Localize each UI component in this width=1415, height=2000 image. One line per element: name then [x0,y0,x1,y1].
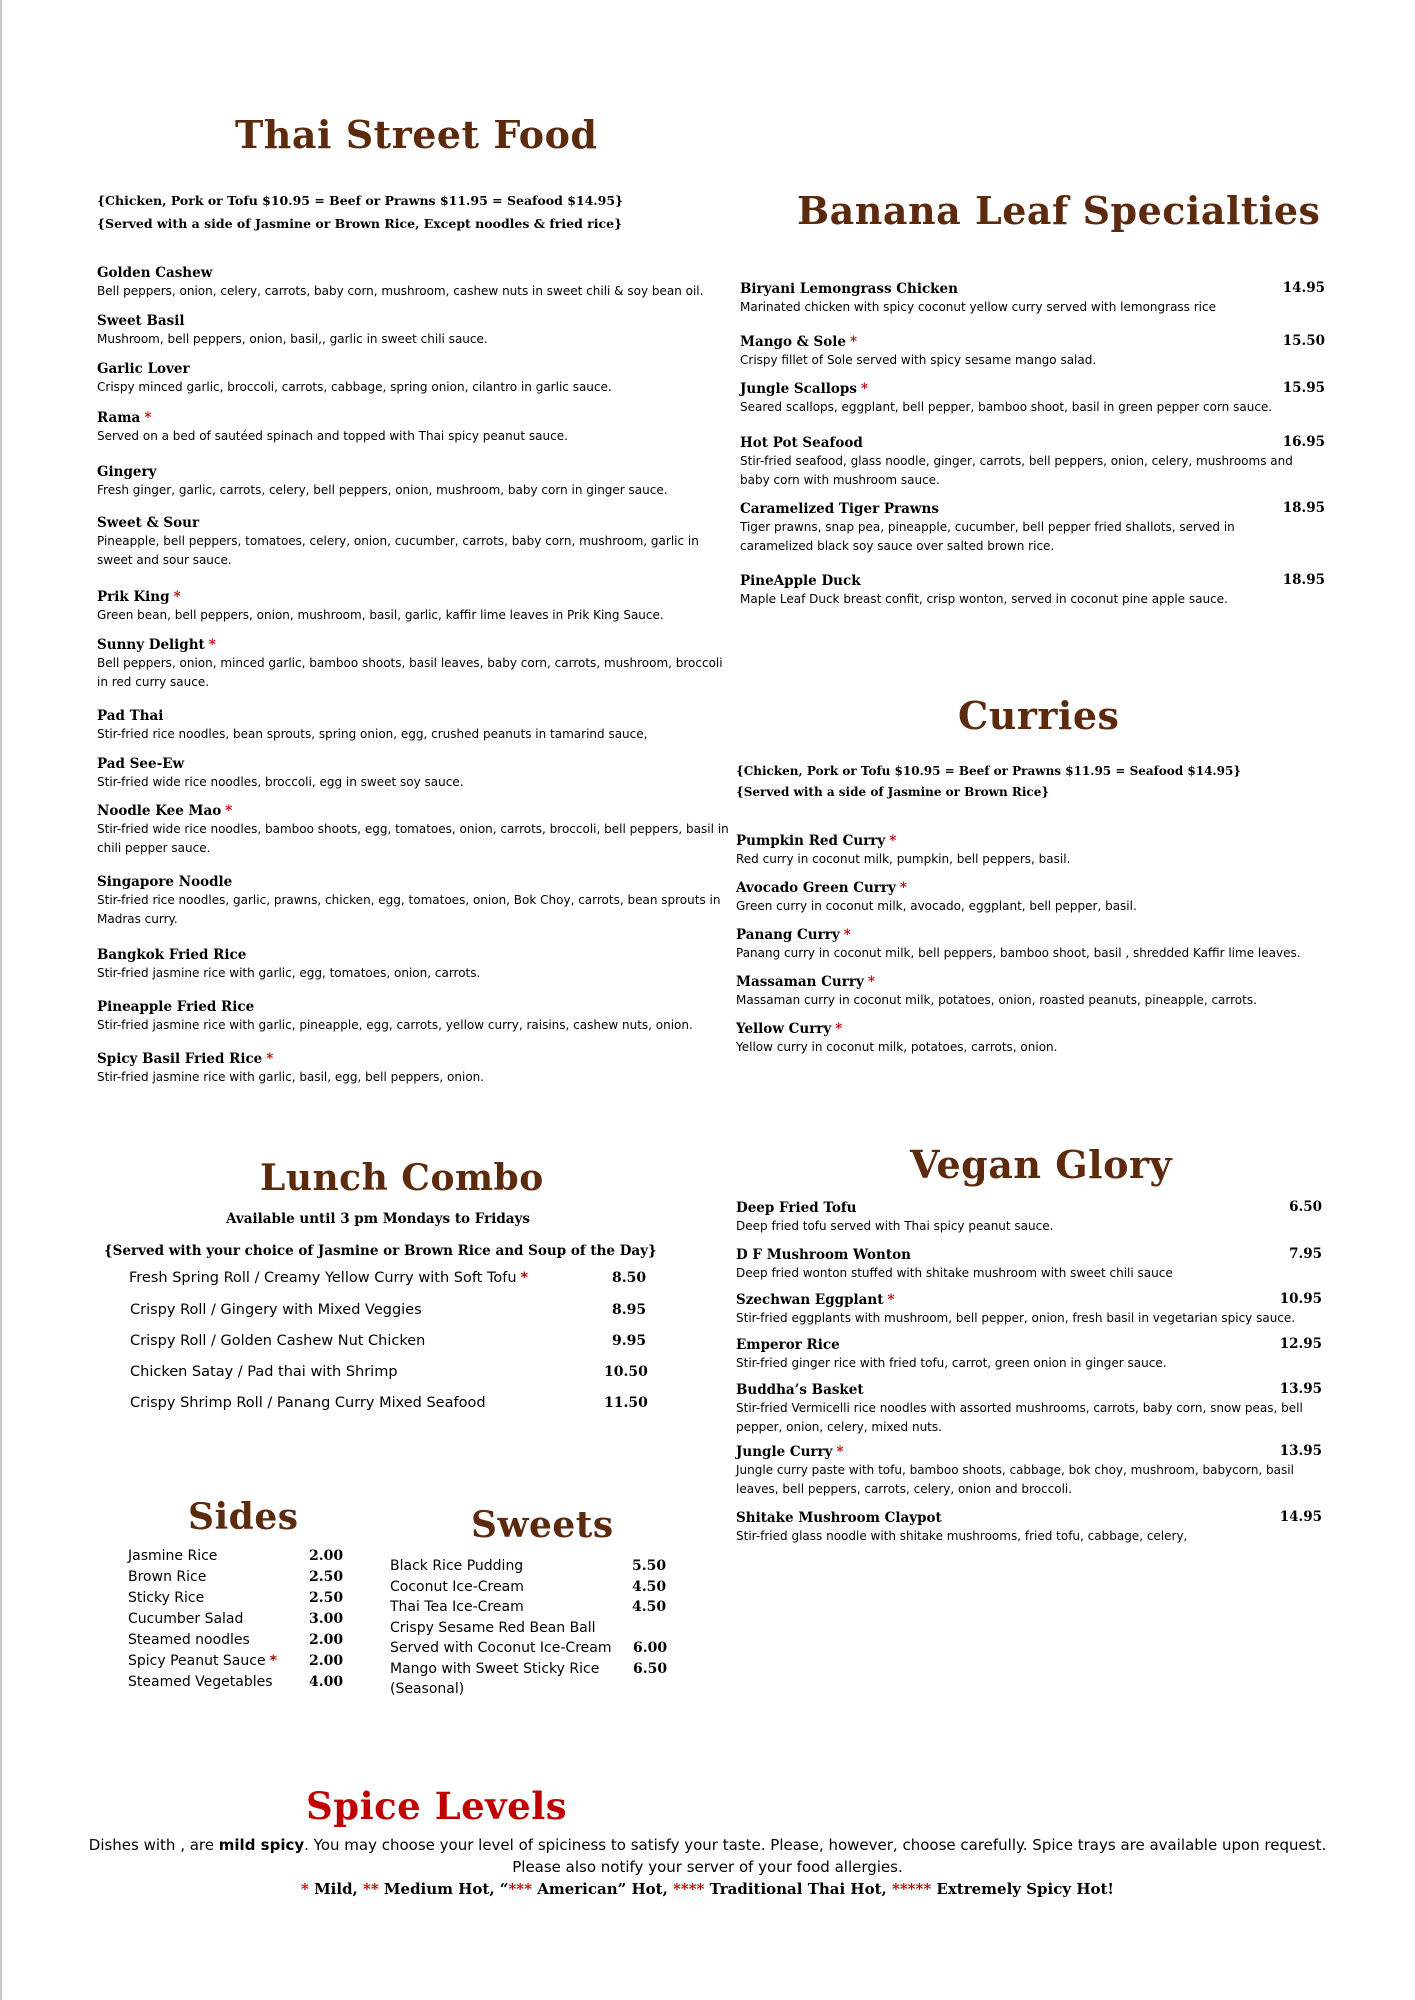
side-item-price: 2.00 [309,1632,344,1648]
spice-star: * [836,1444,844,1460]
vegan-item [736,1381,1316,1437]
spice-level-label: American” Hot, [531,1880,674,1898]
allergy-notice: Please also notify your server of your food allergies. [512,1858,903,1876]
item-name-text: Shitake Mushroom Claypot [736,1510,942,1526]
spice-text-mild: mild spicy [218,1836,305,1854]
curries-title: Curries [958,693,1120,738]
thai-street-food-item-description: Stir-fried jasmine rice with garlic, basil, egg, bell peppers, onion. [97,1070,485,1084]
thai-street-food-item-description: Bell peppers, onion, celery, carrots, baby corn, mushroom, cashew nuts in sweet chili & soy bean oil. [97,284,704,298]
sweet-item-price: 6.50 [633,1660,668,1677]
sweet-item-price: 6.00 [633,1640,668,1656]
sweet-item-name: Mango with Sweet Sticky Rice [390,1660,600,1677]
vegan-item [736,1509,1316,1546]
item-name-text: Avocado Green Curry [736,880,896,896]
curries-item [736,879,1336,916]
banana-leaf-item [740,500,1300,556]
banana-leaf-title: Banana Leaf Specialties [797,188,1321,233]
curries-item-name [736,1020,1336,1038]
vegan-item-name [736,1199,1316,1217]
thai-street-food-rice-note: {Served with a side of Jasmine or Brown Rice, Except noodles & fried rice} [97,216,623,231]
vegan-item-price: 10.95 [1279,1291,1322,1307]
item-name-text: Jungle Curry [736,1444,833,1460]
banana-leaf-item-price: 18.95 [1282,572,1325,588]
lunch-combo-item [130,1302,422,1318]
item-name-text: Sweet & Sour [97,515,200,531]
item-name-text: Emperor Rice [736,1337,840,1353]
side-item-price: 2.00 [309,1653,344,1669]
sweet-item-name: Served with Coconut Ice-Cream [390,1640,612,1656]
curries-price-note: {Chicken, Pork or Tofu $10.95 = Beef or Prawns $11.95 = Seafood $14.95} [736,764,1242,778]
thai-street-food-item [97,707,737,744]
vegan-item-name [736,1443,1316,1461]
item-name-text: Sunny Delight [97,637,205,653]
item-name-text: Deep Fried Tofu [736,1200,857,1216]
spice-level-stars: ***** [891,1880,932,1898]
thai-street-food-item [97,312,737,349]
item-name-text: Pumpkin Red Curry [736,833,886,849]
spice-star: * [887,1292,895,1308]
banana-leaf-item [740,434,1300,490]
item-name-text: Golden Cashew [97,265,213,281]
vegan-item-description: Stir-fried glass noodle with shitake mushrooms, fried tofu, cabbage, celery, [736,1529,1188,1543]
lunch-combo-availability: Available until 3 pm Mondays to Fridays [226,1211,530,1227]
side-item-price: 4.00 [309,1674,344,1690]
banana-leaf-item-price: 14.95 [1282,280,1325,296]
banana-leaf-item-description: Marinated chicken with spicy coconut yellow curry served with lemongrass rice [740,300,1216,314]
vegan-item [736,1291,1316,1328]
spice-level-stars: **** [673,1880,705,1898]
vegan-item-description: Stir-fried Vermicelli rice noodles with assorted mushrooms, carrots, baby corn, snow peas, bell pepper, onion, celery, mixed nuts. [736,1401,1303,1434]
thai-street-food-title: Thai Street Food [235,112,598,157]
spice-star: * [520,1270,529,1286]
vegan-item-price: 13.95 [1279,1443,1322,1459]
side-item [128,1546,217,1567]
vegan-item-name [736,1381,1316,1399]
spice-star: * [835,1021,843,1037]
thai-street-food-item [97,946,737,983]
sweet-item-name: (Seasonal) [390,1681,465,1697]
item-name-text: Pad See-Ew [97,756,185,772]
thai-street-food-item-name [97,946,737,964]
item-name-text: Hot Pot Seafood [740,435,863,451]
thai-street-food-item-description: Fresh ginger, garlic, carrots, celery, bell peppers, onion, mushroom, baby corn in ginger sauce. [97,483,668,497]
sweet-item-name: Coconut Ice-Cream [390,1578,524,1595]
banana-leaf-item-price: 15.50 [1282,333,1325,349]
item-name-text: Biryani Lemongrass Chicken [740,281,958,297]
thai-street-food-item [97,755,737,792]
side-item-price: 2.50 [309,1590,344,1606]
curries-rice-note: {Served with a side of Jasmine or Brown Rice} [736,785,1050,799]
banana-leaf-item [740,380,1300,417]
curries-item [736,832,1336,869]
banana-leaf-item-name [740,280,1300,298]
spice-level-stars: * [300,1880,309,1898]
vegan-item-description: Stir-fried ginger rice with fried tofu, carrot, green onion in ginger sauce. [736,1356,1167,1370]
spice-star: * [208,637,216,653]
lunch-combo-item [130,1364,398,1380]
side-item-name: Jasmine Rice [128,1548,218,1564]
spice-level-label: Extremely Spicy Hot! [931,1880,1115,1898]
item-name-text: Mango & Sole [740,334,847,350]
thai-street-food-item-description: Mushroom, bell peppers, onion, basil,, garlic in sweet chili sauce. [97,332,488,346]
thai-street-food-item-description: Bell peppers, onion, minced garlic, bamboo shoots, basil leaves, baby corn, carrots, mushroom, broccoli in red curry sauce. [97,656,723,689]
spice-level-stars: ** [363,1880,379,1898]
vegan-item-name [736,1336,1316,1354]
curries-item-description: Massaman curry in coconut milk, potatoes, onion, roasted peanuts, pineapple, carrots. [736,993,1257,1007]
item-name-text: Bangkok Fried Rice [97,947,247,963]
curries-item-description: Green curry in coconut milk, avocado, eggplant, bell pepper, basil. [736,899,1137,913]
banana-leaf-item [740,280,1300,317]
banana-leaf-item-description: Crispy fillet of Sole served with spicy sesame mango salad. [740,353,1097,367]
item-name-text: Caramelized Tiger Prawns [740,501,939,517]
spice-level-label: Traditional Thai Hot, [704,1880,892,1898]
vegan-item-price: 13.95 [1279,1381,1322,1397]
item-name-text: PineApple Duck [740,573,861,589]
thai-street-food-item-description: Stir-fried jasmine rice with garlic, egg, tomatoes, onion, carrots. [97,966,481,980]
side-item-name: Brown Rice [128,1569,207,1585]
vegan-item-description: Jungle curry paste with tofu, bamboo shoots, cabbage, bok choy, mushroom, babycorn, basil leaves, bell peppers, carrots, celery, onion and broccoli. [736,1463,1294,1496]
banana-leaf-item-price: 16.95 [1282,434,1325,450]
lunch-combo-title: Lunch Combo [260,1157,544,1199]
thai-street-food-item-description: Crispy minced garlic, broccoli, carrots, cabbage, spring onion, cilantro in garlic sauce. [97,380,612,394]
vegan-item-description: Deep fried tofu served with Thai spicy peanut sauce. [736,1219,1054,1233]
thai-street-food-item [97,360,737,397]
thai-street-food-item-description: Stir-fried rice noodles, bean sprouts, spring onion, egg, crushed peanuts in tamarind sauce, [97,727,648,741]
vegan-item-name [736,1509,1316,1527]
side-item [128,1567,206,1588]
thai-street-food-item-name [97,409,737,427]
sweets-title: Sweets [471,1504,614,1546]
item-name-text: Panang Curry [736,927,840,943]
vegan-item-name [736,1291,1316,1309]
thai-street-food-item [97,636,737,692]
item-name-text: Massaman Curry [736,974,864,990]
thai-street-food-item-name [97,802,737,820]
lunch-combo-item-price: 8.50 [612,1270,647,1286]
item-name-text: Yellow Curry [736,1021,832,1037]
vegan-item-price: 14.95 [1279,1509,1322,1525]
thai-street-food-item-description: Served on a bed of sautéed spinach and topped with Thai spicy peanut sauce. [97,429,568,443]
spice-star: * [266,1051,274,1067]
spice-levels-title: Spice Levels [306,1784,568,1828]
banana-leaf-item-name [740,434,1300,452]
item-name-text: Singapore Noodle [97,874,233,890]
side-item [128,1630,250,1651]
spice-level-label: Medium Hot, “ [378,1880,509,1898]
thai-street-food-item [97,802,737,858]
side-item-name: Spicy Peanut Sauce [128,1653,266,1669]
thai-street-food-item [97,514,737,570]
banana-leaf-item [740,333,1300,370]
vegan-item-description: Stir-fried eggplants with mushroom, bell pepper, onion, fresh basil in vegetarian spicy sauce. [736,1311,1296,1325]
spice-star: * [269,1653,277,1669]
page-edge [0,0,2,2000]
spice-level-stars: *** [508,1880,532,1898]
thai-street-food-item [97,409,737,446]
spice-text-part-2: . You may choose your level of spiciness to satisfy your taste. Please, however, choose carefully. Spice trays are available upon request. [304,1836,1327,1854]
spice-star: * [867,974,875,990]
banana-leaf-item-name [740,380,1300,398]
thai-street-food-item-description: Stir-fried wide rice noodles, broccoli, egg in sweet soy sauce. [97,775,464,789]
spice-star: * [850,334,858,350]
vegan-item-name [736,1246,1316,1264]
curries-item-description: Panang curry in coconut milk, bell peppers, bamboo shoot, basil , shredded Kaffir lime leaves. [736,946,1301,960]
thai-street-food-item-name [97,1050,737,1068]
side-item-name: Steamed Vegetables [128,1674,273,1690]
banana-leaf-item [740,572,1300,609]
vegan-item [736,1246,1316,1283]
spice-star: * [899,880,907,896]
spice-level-label: Mild, [308,1880,363,1898]
thai-street-food-item-name [97,755,737,773]
side-item [128,1609,243,1630]
sweet-item-price: 4.50 [632,1578,667,1595]
thai-street-food-item-name [97,588,737,606]
thai-street-food-item-description: Green bean, bell peppers, onion, mushroom, basil, garlic, kaffir lime leaves in Prik King Sauce. [97,608,664,622]
thai-street-food-item-name [97,636,737,654]
side-item [128,1672,273,1693]
spice-star: * [144,410,152,426]
vegan-item [736,1336,1316,1373]
item-name-text: Spicy Basil Fried Rice [97,1051,263,1067]
thai-street-food-item [97,1050,737,1087]
vegan-item-price: 7.95 [1289,1246,1322,1262]
lunch-combo-item [130,1395,486,1411]
item-name-text: D F Mushroom Wonton [736,1247,911,1263]
thai-street-food-price-note: {Chicken, Pork or Tofu $10.95 = Beef or Prawns $11.95 = Seafood $14.95} [97,193,624,208]
lunch-combo-item-price: 8.95 [612,1302,647,1318]
thai-street-food-item-description: Pineapple, bell peppers, tomatoes, celery, onion, cucumber, carrots, baby corn, mushroom, garlic in sweet and sour sauce. [97,534,699,567]
side-item [128,1588,204,1609]
thai-street-food-item-name [97,463,737,481]
item-name-text: Noodle Kee Mao [97,803,222,819]
sweet-item-price: 5.50 [632,1558,667,1574]
curries-item [736,973,1336,1010]
thai-street-food-item-name [97,514,737,532]
thai-street-food-item-name [97,312,737,330]
lunch-combo-item [130,1333,425,1349]
sweet-item-name: Crispy Sesame Red Bean Ball [390,1619,596,1636]
thai-street-food-item [97,998,737,1035]
spice-level-legend [0,1878,1415,1900]
sweet-item-price: 4.50 [632,1599,667,1615]
thai-street-food-item-name [97,998,737,1016]
spice-star: * [889,833,897,849]
item-name-text: Sweet Basil [97,313,185,329]
lunch-combo-item [129,1270,528,1286]
vegan-glory-title: Vegan Glory [910,1142,1173,1187]
banana-leaf-item-name [740,500,1300,518]
banana-leaf-item-price: 18.95 [1282,500,1325,516]
side-item-price: 3.00 [309,1611,344,1627]
banana-leaf-item-name [740,572,1300,590]
curries-item-description: Red curry in coconut milk, pumpkin, bell peppers, basil. [736,852,1071,866]
thai-street-food-item-name [97,873,737,891]
curries-item-description: Yellow curry in coconut milk, potatoes, carrots, onion. [736,1040,1058,1054]
spice-star: * [860,381,868,397]
curries-item-name [736,926,1336,944]
side-item-price: 2.00 [309,1548,344,1564]
thai-street-food-item [97,264,737,301]
thai-street-food-item-name [97,264,737,282]
item-name-text: Buddha’s Basket [736,1382,864,1398]
spice-text-part-1: Dishes with , are [88,1836,219,1854]
curries-item-name [736,879,1336,897]
lunch-combo-item-name: Crispy Roll / Golden Cashew Nut Chicken [130,1333,426,1349]
banana-leaf-item-description: Maple Leaf Duck breast confit, crisp wonton, served in coconut pine apple sauce. [740,592,1228,606]
item-name-text: Pineapple Fried Rice [97,999,255,1015]
lunch-combo-item-name: Crispy Roll / Gingery with Mixed Veggies [130,1302,422,1318]
spice-star: * [225,803,233,819]
banana-leaf-item-price: 15.95 [1282,380,1325,396]
lunch-combo-item-price: 9.95 [612,1333,647,1349]
item-name-text: Rama [97,410,141,426]
item-name-text: Prik King [97,589,170,605]
side-item-name: Steamed noodles [128,1632,250,1648]
sweet-item-name: Thai Tea Ice-Cream [390,1599,524,1615]
curries-item [736,1020,1336,1057]
side-item [128,1651,277,1672]
vegan-item [736,1199,1316,1236]
sweet-item-name: Black Rice Pudding [390,1558,524,1574]
thai-street-food-item [97,873,737,929]
lunch-combo-served-note: {Served with your choice of Jasmine or Brown Rice and Soup of the Day} [104,1243,657,1259]
thai-street-food-item [97,463,737,500]
thai-street-food-item-name [97,707,737,725]
spice-levels-description [0,1834,1415,1856]
spice-star: * [173,589,181,605]
thai-street-food-item-description: Stir-fried jasmine rice with garlic, pineapple, egg, carrots, yellow curry, raisins, cashew nuts, onion. [97,1018,693,1032]
lunch-combo-item-name: Crispy Shrimp Roll / Panang Curry Mixed Seafood [130,1395,486,1411]
vegan-item-description: Deep fried wonton stuffed with shitake mushroom with sweet chili sauce [736,1266,1173,1280]
side-item-name: Sticky Rice [128,1590,205,1606]
side-item-name: Cucumber Salad [128,1611,244,1627]
lunch-combo-item-price: 11.50 [604,1395,648,1411]
banana-leaf-item-description: Stir-fried seafood, glass noodle, ginger, carrots, bell peppers, onion, celery, mushrooms and baby corn with mushroom sauce. [740,454,1293,487]
banana-leaf-item-description: Seared scallops, eggplant, bell pepper, bamboo shoot, basil in green pepper corn sauce. [740,400,1273,414]
lunch-combo-item-price: 10.50 [604,1364,648,1380]
banana-leaf-item-description: Tiger prawns, snap pea, pineapple, cucumber, bell pepper fried shallots, served in caramelized black soy sauce over salted brown rice. [740,520,1235,553]
banana-leaf-item-name [740,333,1300,351]
thai-street-food-item [97,588,737,625]
thai-street-food-item-description: Stir-fried wide rice noodles, bamboo shoots, egg, tomatoes, onion, carrots, broccoli, bell peppers, basil in chili pepper sauce. [97,822,729,855]
item-name-text: Jungle Scallops [740,381,857,397]
item-name-text: Gingery [97,464,157,480]
curries-item [736,926,1336,963]
thai-street-food-item-name [97,360,737,378]
sides-title: Sides [188,1496,299,1538]
item-name-text: Garlic Lover [97,361,190,377]
side-item-price: 2.50 [309,1569,344,1585]
vegan-item [736,1443,1316,1499]
curries-item-name [736,973,1336,991]
thai-street-food-item-description: Stir-fried rice noodles, garlic, prawns, chicken, egg, tomatoes, onion, Bok Choy, carrots, bean sprouts in Madras curry. [97,893,721,926]
item-name-text: Szechwan Eggplant [736,1292,884,1308]
item-name-text: Pad Thai [97,708,164,724]
vegan-item-price: 12.95 [1279,1336,1322,1352]
spice-star: * [843,927,851,943]
lunch-combo-item-name: Chicken Satay / Pad thai with Shrimp [130,1364,398,1380]
curries-item-name [736,832,1336,850]
vegan-item-price: 6.50 [1289,1199,1322,1215]
lunch-combo-item-name: Fresh Spring Roll / Creamy Yellow Curry with Soft Tofu [129,1270,517,1286]
